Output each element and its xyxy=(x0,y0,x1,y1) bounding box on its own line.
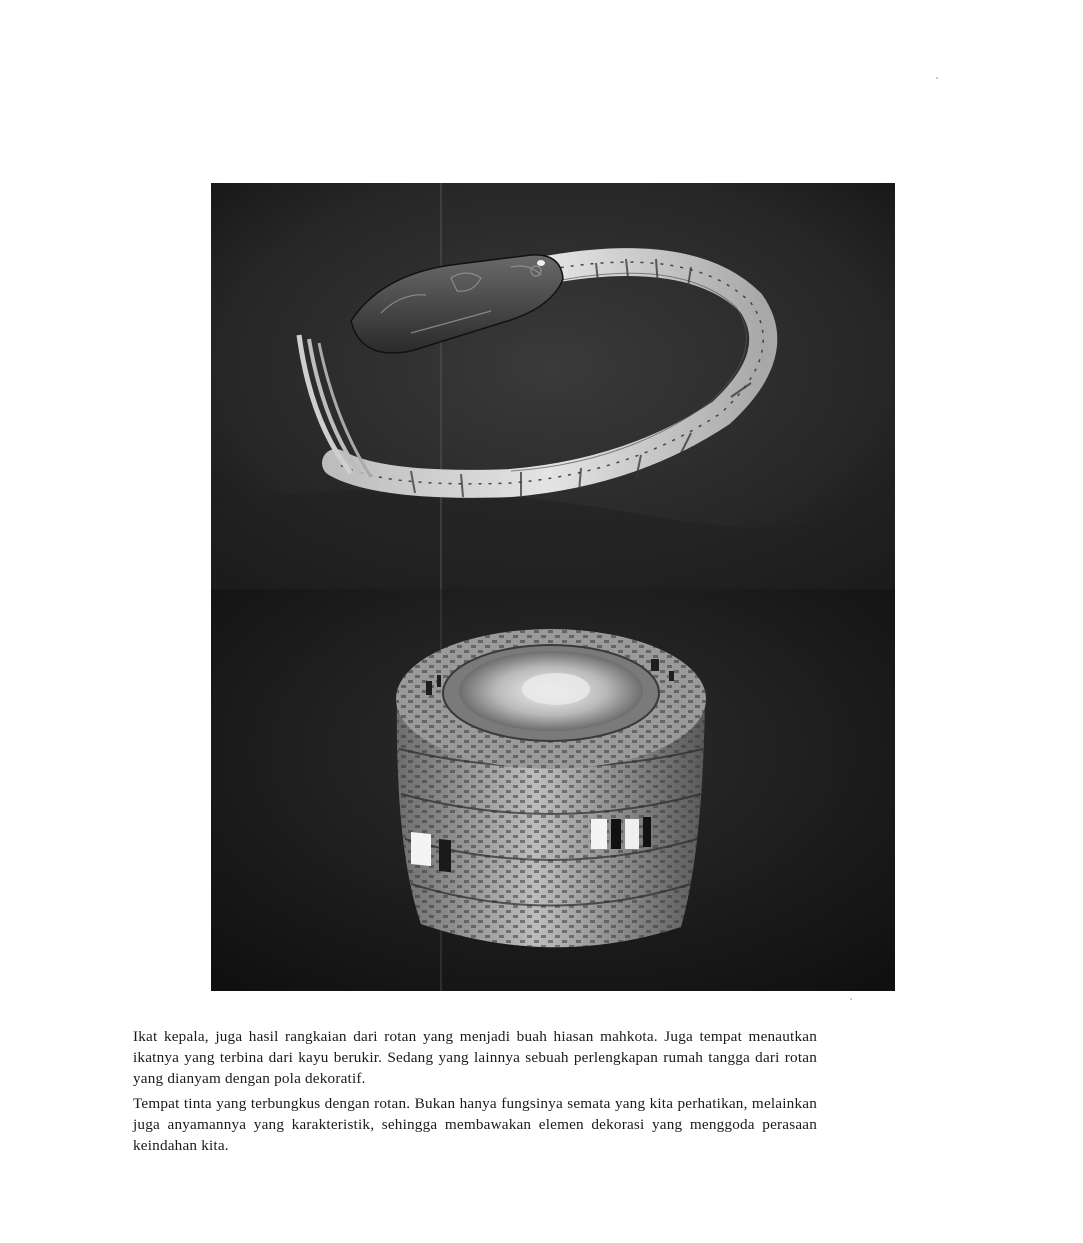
figure-caption xyxy=(133,1026,817,1160)
ink-pot-basket-photo xyxy=(211,589,895,991)
photo-figure xyxy=(211,183,895,991)
caption-paragraph-ink-pot: Tempat tinta yang terbungkus dengan rotan. Bukan hanya fungsinya semata yang kita perhatikan, melainkan juga anyamannya yang karakteristik, sehingga membawakan elemen dekorasi yang menggoda perasaan keindahan kita. xyxy=(133,1095,817,1154)
page-speck xyxy=(850,998,852,1000)
caption-paragraph-headband: Ikat kepala, juga hasil rangkaian dari rotan yang menjadi buah hiasan mahkota. Juga tempat menautkan ikatnya yang terbina dari kayu berukir. Sedang yang lainnya sebuah perlengkapan rumah tangga dari rotan yang dianyam dengan pola dekoratif. xyxy=(133,1028,817,1087)
headband-photo xyxy=(211,183,895,589)
page-speck xyxy=(936,77,938,79)
